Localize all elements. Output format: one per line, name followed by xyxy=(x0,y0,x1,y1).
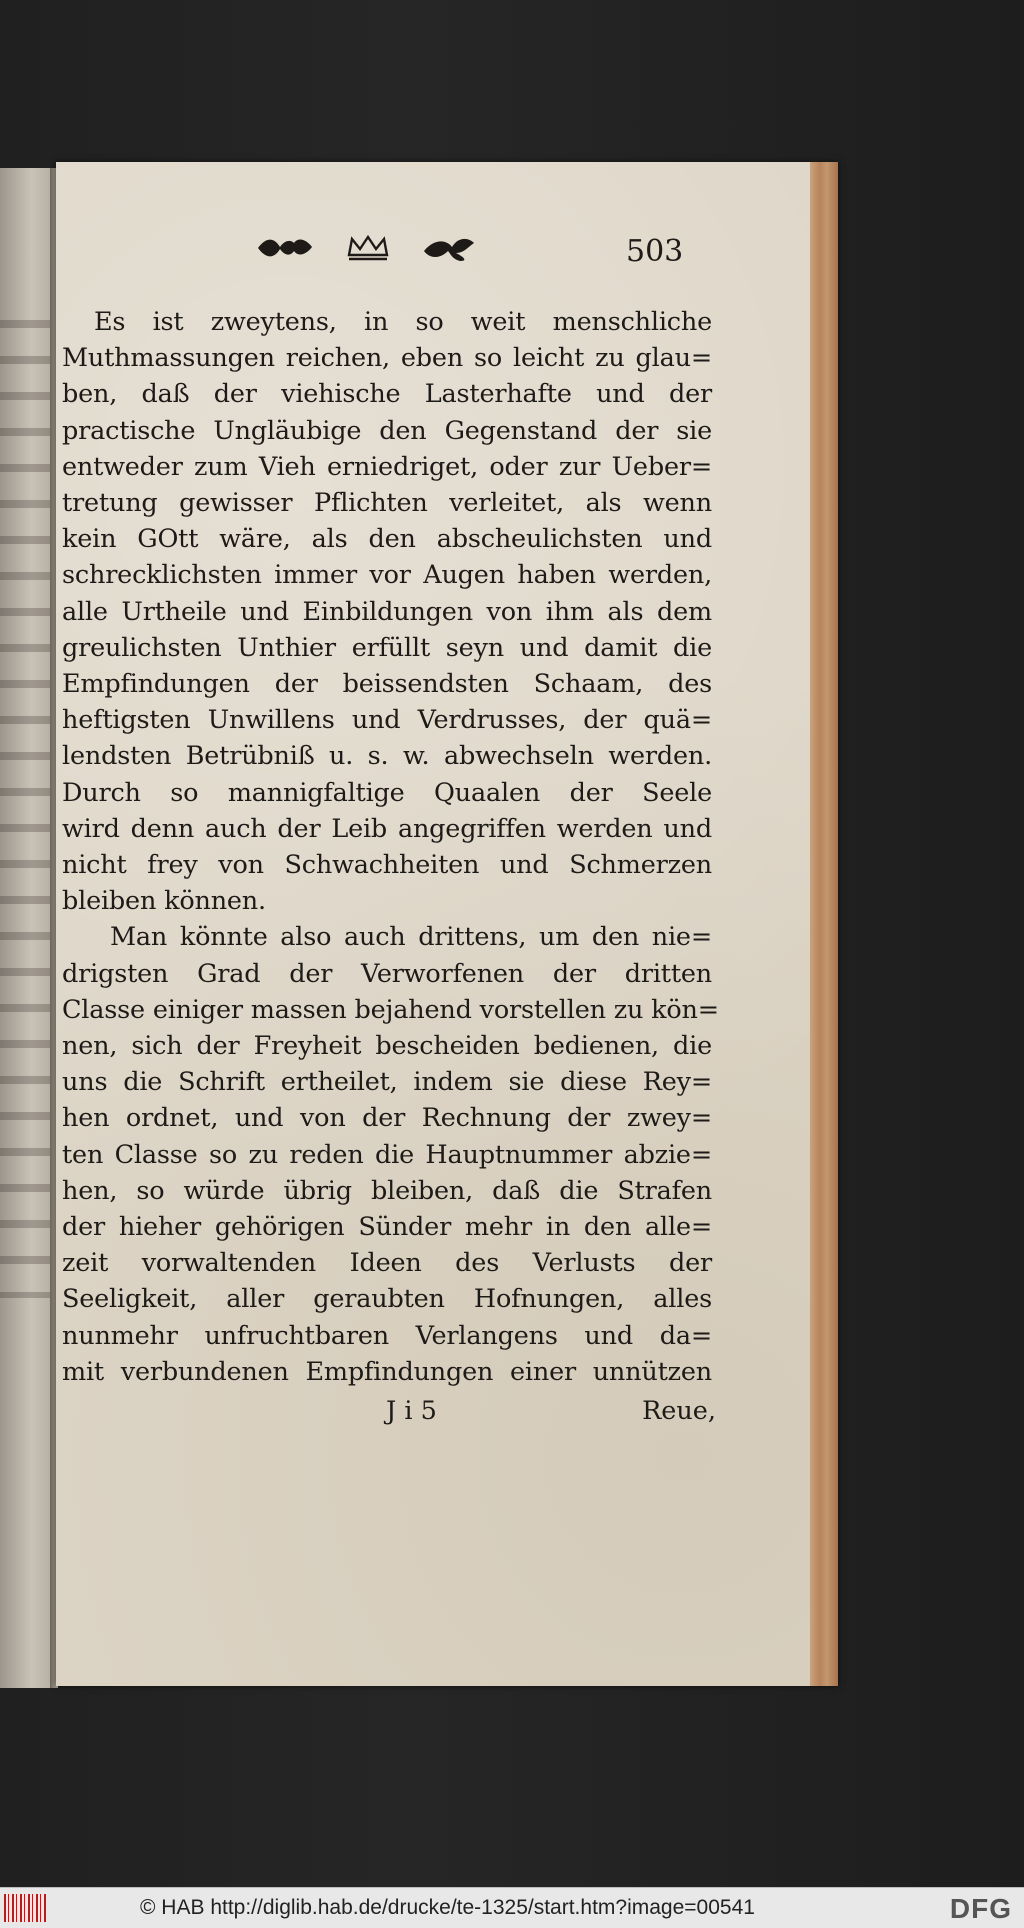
text-line: lendsten Betrübniß u. s. w. abwechseln werden. xyxy=(62,741,712,772)
text-line: tretung gewisser Pflichten verleitet, als wenn xyxy=(62,488,712,519)
text-line: Es ist zweytens, in so weit menschliche xyxy=(94,307,712,337)
text-line: Classe einiger massen bejahend vorstellen zu kön= xyxy=(62,994,719,1025)
text-line: hen ordnet, und von der Rechnung der zwey= xyxy=(62,1103,712,1134)
text-line: nicht frey von Schwachheiten und Schmerzen xyxy=(62,850,712,881)
text-line: Man könnte also auch drittens, um den nie= xyxy=(110,922,712,953)
text-line: Muthmassungen reichen, eben so leicht zu glau= xyxy=(62,343,712,374)
text-line: Seeligkeit, aller geraubten Hofnungen, alles xyxy=(62,1284,712,1315)
leaf-ornament-icon xyxy=(420,233,478,263)
text-line: der hieher gehörigen Sünder mehr in den alle= xyxy=(62,1212,712,1243)
crown-ornament-icon xyxy=(346,233,390,263)
dfg-logo: DFG xyxy=(949,1893,1012,1924)
source-credit-link[interactable]: © HAB http://diglib.hab.de/drucke/te-1325/start.htm?image=00541 xyxy=(140,1896,755,1919)
barcode-logo-icon xyxy=(4,1894,48,1922)
body-text xyxy=(62,304,719,1390)
text-line: zeit vorwaltenden Ideen des Verlusts der xyxy=(62,1248,712,1279)
signature-mark: J i 5 xyxy=(386,1396,437,1426)
text-line: drigsten Grad der Verworfenen der dritten xyxy=(62,958,712,989)
header-ornament xyxy=(256,228,478,268)
text-line: ten Classe so zu reden die Hauptnummer abzie= xyxy=(62,1139,712,1170)
text-line: wird denn auch der Leib angegriffen werden und xyxy=(62,813,712,844)
text-line: alle Urtheile und Einbildungen von ihm als dem xyxy=(62,596,712,627)
text-line: mit verbundenen Empfindungen einer unnützen xyxy=(62,1356,712,1387)
credit-bar xyxy=(0,1887,1024,1928)
text-line: Durch so mannigfaltige Quaalen der Seele xyxy=(62,777,712,808)
text-line: Empfindungen der beissendsten Schaam, des xyxy=(62,669,712,700)
text-line: nen, sich der Freyheit bescheiden bedienen, die xyxy=(62,1031,712,1062)
text-line: practische Ungläubige den Gegenstand der sie xyxy=(62,415,712,446)
text-line: greulichsten Unthier erfüllt seyn und damit die xyxy=(62,632,712,663)
text-line: hen, so würde übrig bleiben, daß die Strafen xyxy=(62,1175,712,1206)
text-line: bleiben können. xyxy=(62,886,266,917)
text-line: heftigsten Unwillens und Verdrusses, der quä= xyxy=(62,705,712,736)
text-line: nunmehr unfruchtbaren Verlangens und da= xyxy=(62,1320,712,1351)
page-fore-edge xyxy=(810,162,838,1686)
text-line: kein GOtt wäre, als den abscheulichsten und xyxy=(62,524,712,555)
facing-page-edge xyxy=(0,168,52,1688)
header-ornament-icon xyxy=(256,233,316,263)
text-line: ben, daß der viehische Lasterhafte und der xyxy=(62,379,712,410)
page-footer xyxy=(386,1396,716,1426)
text-line: schrecklichsten immer vor Augen haben werden, xyxy=(62,560,712,591)
book-page xyxy=(56,162,838,1686)
text-line: uns die Schrift ertheilet, indem sie diese Rey= xyxy=(62,1067,712,1098)
catchword: Reue, xyxy=(642,1396,716,1426)
text-line: entweder zum Vieh erniedriget, oder zur Ueber= xyxy=(62,451,712,482)
facing-page-text-bleed xyxy=(0,298,52,1298)
page-number: 503 xyxy=(626,234,684,269)
